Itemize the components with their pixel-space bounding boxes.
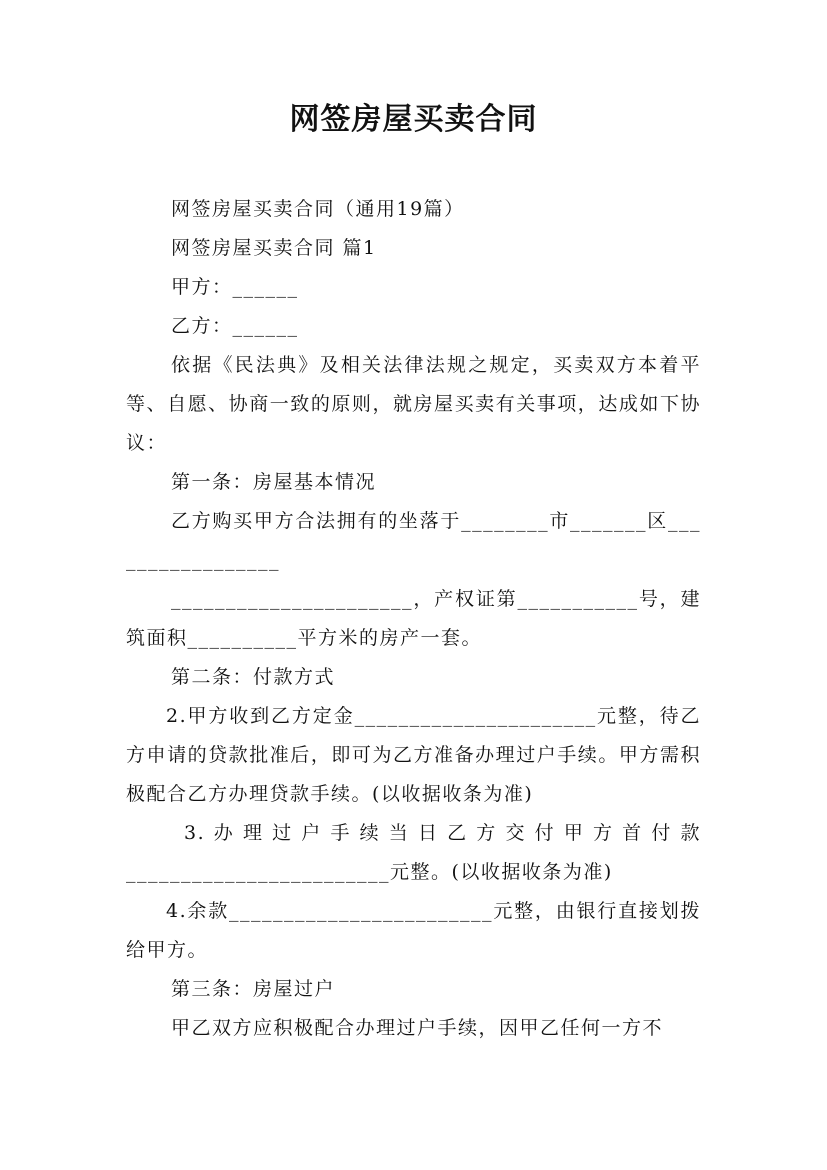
paragraph-party-b: 乙方：______: [171, 315, 299, 337]
paragraph-article-1-heading: 第一条：房屋基本情况: [171, 471, 377, 493]
paragraph-article-2-item-2: 2.甲方收到乙方定金______________________元整，待乙方申请的贷款批准后，即可为乙方准备办理过户手续。甲方需积极配合乙方办理贷款手续。(以收据收条为准): [126, 705, 701, 805]
paragraph-preamble: 依据《民法典》及相关法律法规之规定，买卖双方本着平等、自愿、协商一致的原则，就房屋买卖有关事项，达成如下协议：: [126, 354, 701, 454]
paragraph-article-3-heading: 第三条：房屋过户: [171, 978, 336, 1000]
document-title: 网签房屋买卖合同: [289, 102, 538, 137]
paragraph-article-3-text: 甲乙双方应积极配合办理过户手续，因甲乙任何一方不: [171, 1017, 664, 1039]
paragraph-article-2-heading: 第二条：付款方式: [171, 666, 336, 688]
paragraph-article-2-item-3-line-1: 3.办理过户手续当日乙方交付甲方首付款: [184, 822, 701, 844]
document-body: [126, 190, 701, 1048]
paragraph-section-heading: 网签房屋买卖合同 篇1: [171, 237, 377, 259]
paragraph-subtitle: 网签房屋买卖合同（通用19篇）: [171, 198, 465, 220]
paragraph-article-2-item-4: 4.余款________________________元整，由银行直接划拨给甲方。: [126, 900, 701, 961]
paragraph-party-a: 甲方：______: [171, 276, 299, 298]
paragraph-article-1-certificate: ______________________，产权证第___________号，建筑面积__________平方米的房产一套。: [126, 588, 701, 649]
paragraph-article-1-location: 乙方购买甲方合法拥有的坐落于________市_______区_________________: [126, 510, 701, 571]
paragraph-article-2-item-3-line-2: ________________________元整。(以收据收条为准): [126, 861, 613, 883]
